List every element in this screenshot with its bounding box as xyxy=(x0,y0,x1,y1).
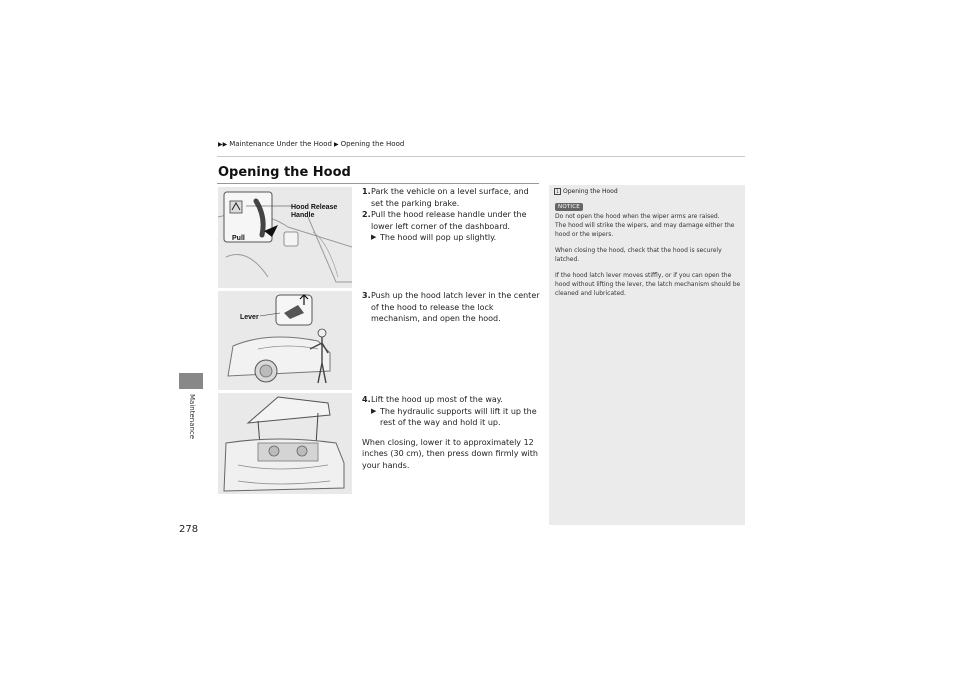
step-text: Park the vehicle on a level surface, and set the parking brake. xyxy=(371,187,529,208)
steps-group-3 xyxy=(362,394,542,471)
step-number: 3. xyxy=(362,291,371,300)
sidebar-heading xyxy=(554,188,618,195)
chapter-tab-marker xyxy=(179,373,203,389)
step-number: 2. xyxy=(362,210,371,219)
label-lever: Lever xyxy=(240,314,259,321)
chapter-tab-label-wrap xyxy=(186,394,198,446)
breadcrumb-page: Opening the Hood xyxy=(340,140,405,148)
label-pull: Pull xyxy=(232,235,245,242)
step-4 xyxy=(362,394,542,406)
notice-text: Do not open the hood when the wiper arms are raised. The hood will strike the wipers, and may damage either the hood or the wipers. xyxy=(555,213,735,238)
step-1 xyxy=(362,186,542,209)
label-hood-release: Hood Release xyxy=(291,204,338,211)
sidebar-paragraph-1: When closing the hood, check that the hood is securely latched. xyxy=(555,247,722,263)
open-hood-drawing xyxy=(218,393,352,494)
steps-group-1 xyxy=(362,186,542,244)
breadcrumb-separator-icon: ▶ xyxy=(333,140,339,148)
step-text: Pull the hood release handle under the lower left corner of the dashboard. xyxy=(371,210,527,231)
label-handle: Handle xyxy=(291,212,315,219)
hood-release-illustration xyxy=(218,187,352,288)
step-4-result xyxy=(362,406,542,429)
chapter-tab-label: Maintenance xyxy=(188,394,196,440)
sidebar-body xyxy=(555,212,741,305)
title-divider xyxy=(217,183,539,184)
step-2 xyxy=(362,209,542,232)
step-number: 4. xyxy=(362,395,371,404)
breadcrumb-arrow-icon: ▶▶ xyxy=(218,140,228,148)
sidebar-notes xyxy=(549,185,745,525)
reference-mark-icon: 1 xyxy=(554,188,561,195)
result-arrow-icon: ▶ xyxy=(371,406,377,415)
breadcrumb-section[interactable]: Maintenance Under the Hood xyxy=(229,140,332,148)
step-2-result xyxy=(362,232,542,244)
steps-group-2 xyxy=(362,290,542,325)
sidebar-heading-text: Opening the Hood xyxy=(563,188,618,195)
result-arrow-icon: ▶ xyxy=(371,233,377,241)
page-number: 278 xyxy=(179,524,199,535)
hood-latch-illustration xyxy=(218,291,352,390)
step-3 xyxy=(362,290,542,325)
breadcrumb-divider xyxy=(217,156,745,157)
page-title: Opening the Hood xyxy=(218,165,351,180)
notice-badge: NOTICE xyxy=(555,203,583,211)
breadcrumb xyxy=(218,140,404,148)
step-number: 1. xyxy=(362,187,371,196)
step-text: Push up the hood latch lever in the center of the hood to release the lock mechanism, and open the hood. xyxy=(371,291,540,323)
result-text: The hydraulic supports will lift it up the rest of the way and hold it up. xyxy=(380,406,537,427)
hood-latch-drawing xyxy=(218,291,352,390)
sidebar-paragraph-2: If the hood latch lever moves stiffly, or if you can open the hood without lifting the lever, the latch mechanism should be cleaned and lubricated. xyxy=(555,272,741,297)
hood-release-drawing xyxy=(218,187,352,288)
step-text: Lift the hood up most of the way. xyxy=(371,395,503,404)
open-hood-illustration xyxy=(218,393,352,494)
closing-instruction: When closing, lower it to approximately 12 inches (30 cm), then press down firmly with your hands. xyxy=(362,437,538,470)
result-text: The hood will pop up slightly. xyxy=(380,233,497,242)
